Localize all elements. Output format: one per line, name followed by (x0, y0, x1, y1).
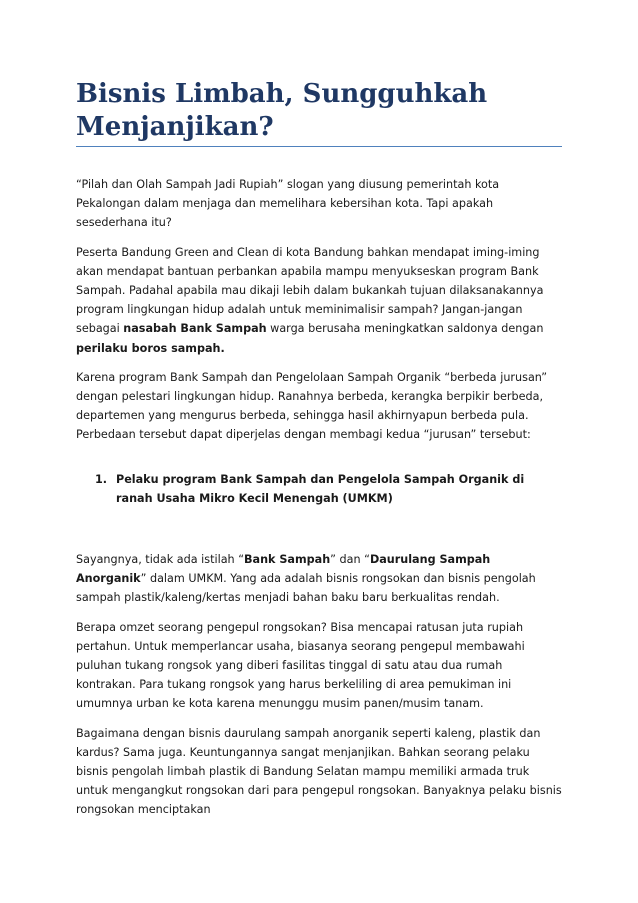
paragraph-2-bold-b: perilaku boros sampah. (76, 341, 225, 355)
paragraph-4-text-b: ” dan “ (330, 553, 370, 567)
document-body (76, 175, 562, 820)
paragraph-4-bold-b: Daurulang Sampah Anorganik (76, 553, 491, 586)
paragraph-6: Bagaimana dengan bisnis daurulang sampah anorganik seperti kaleng, plastik dan kardus? Sama juga. Keuntungannya sangat menjanjikan. Bahkan seorang pelaku bisnis pengolah limbah plastik di Bandung Selatan mampu memiliki armada truk untuk mengangkut rongsokan dari para pengepul rongsokan. Banyaknya pelaku bisnis rongsokan menciptakan (76, 726, 562, 817)
paragraph-2 (76, 243, 562, 358)
numbered-list (76, 470, 562, 508)
paragraph-1: “Pilah dan Olah Sampah Jadi Rupiah” slogan yang diusung pemerintah kota Pekalongan dalam menjaga dan memelihara kebersihan kota. Tapi apakah sesederhana itu? (76, 178, 500, 230)
title-line-2: Menjanjikan? (76, 112, 274, 142)
paragraph-2-bold-a: nasabah Bank Sampah (123, 322, 267, 336)
paragraph-3: Karena program Bank Sampah dan Pengelolaan Sampah Organik “berbeda jurusan” dengan pelestari lingkungan hidup. Ranahnya berbeda, kerangka berpikir berbeda, departemen yang mengurus berbeda, sehingga hasil akhirnyapun berbeda pula. Perbedaan tersebut dapat diperjelas dengan membagi kedua “jurusan” tersebut: (76, 370, 548, 442)
paragraph-2-text-b: warga berusaha meningkatkan saldonya dengan (266, 322, 544, 336)
paragraph-4-text-a: Sayangnya, tidak ada istilah “ (76, 553, 244, 567)
paragraph-4 (76, 550, 562, 608)
paragraph-2-text-a: Peserta Bandung Green and Clean di kota Bandung bahkan mendapat iming-iming akan mendapat bantuan perbankan apabila mampu menyukseskan program Bank Sampah. Padahal apabila mau dikaji lebih dalam bukankah tujuan dilaksanakannya program lingkungan hidup adalah untuk meminimalisir sampah? Jangan-jangan sebagai (76, 245, 544, 336)
paragraph-4-text-c: ” dalam UMKM. Yang ada adalah bisnis rongsokan dan bisnis pengolah sampah plastik/kaleng/kertas menjadi bahan baku baru berkualitas rendah. (76, 572, 536, 605)
list-item-number: 1. (95, 472, 108, 486)
document-title (76, 78, 562, 147)
title-line-1: Bisnis Limbah, Sungguhkah (76, 79, 488, 109)
list-item (76, 470, 562, 508)
list-item-text: Pelaku program Bank Sampah dan Pengelola Sampah Organik di ranah Usaha Mikro Kecil Menengah (UMKM) (116, 472, 525, 505)
paragraph-4-bold-a: Bank Sampah (244, 553, 331, 567)
paragraph-5: Berapa omzet seorang pengepul rongsokan? Bisa mencapai ratusan juta rupiah pertahun. Untuk memperlancar usaha, biasanya seorang pengepul membawahi puluhan tukang rongsok yang diberi fasilitas tinggal di satu atau dua rumah kontrakan. Para tukang rongsok yang harus berkeliling di area pemukiman ini umumnya urban ke kota karena menunggu musim panen/musim tanam. (76, 620, 525, 711)
